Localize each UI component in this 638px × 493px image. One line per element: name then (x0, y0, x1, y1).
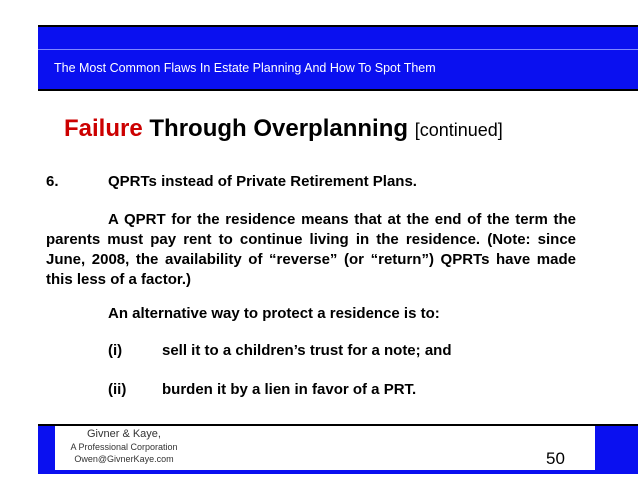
slide-heading (64, 115, 503, 143)
sub-item-text: sell it to a children’s trust for a note; and (162, 342, 452, 359)
heading-main: Through Overplanning (142, 115, 415, 142)
qprt-paragraph: A QPRT for the residence means that at the end of the term the parents must pay rent to continue living in the residence. (Note: since June, 2008, the availability of “reverse” (or “return”) QPRTs have made this less of a factor.) (46, 211, 576, 288)
heading-failure: Failure (64, 115, 143, 142)
sub-item-number: (i) (108, 342, 123, 359)
presentation-title: The Most Common Flaws In Estate Planning And How To Spot Them (54, 61, 436, 75)
footer-email: Owen@GivnerKaye.com (74, 454, 174, 464)
alternative-paragraph: An alternative way to protect a residence is to: (108, 305, 440, 322)
item-number: 6. (46, 173, 59, 190)
footer-firm-name: Givner & Kaye, (87, 428, 161, 440)
item-text: QPRTs instead of Private Retirement Plans. (108, 173, 417, 190)
footer-firm-type: A Professional Corporation (70, 442, 178, 452)
page-number: 50 (546, 449, 565, 468)
header-divider (38, 49, 638, 50)
heading-continued: [continued] (414, 120, 503, 140)
header-bar (38, 25, 638, 91)
sub-item-text: burden it by a lien in favor of a PRT. (162, 381, 417, 398)
sub-item-number: (ii) (108, 381, 127, 398)
